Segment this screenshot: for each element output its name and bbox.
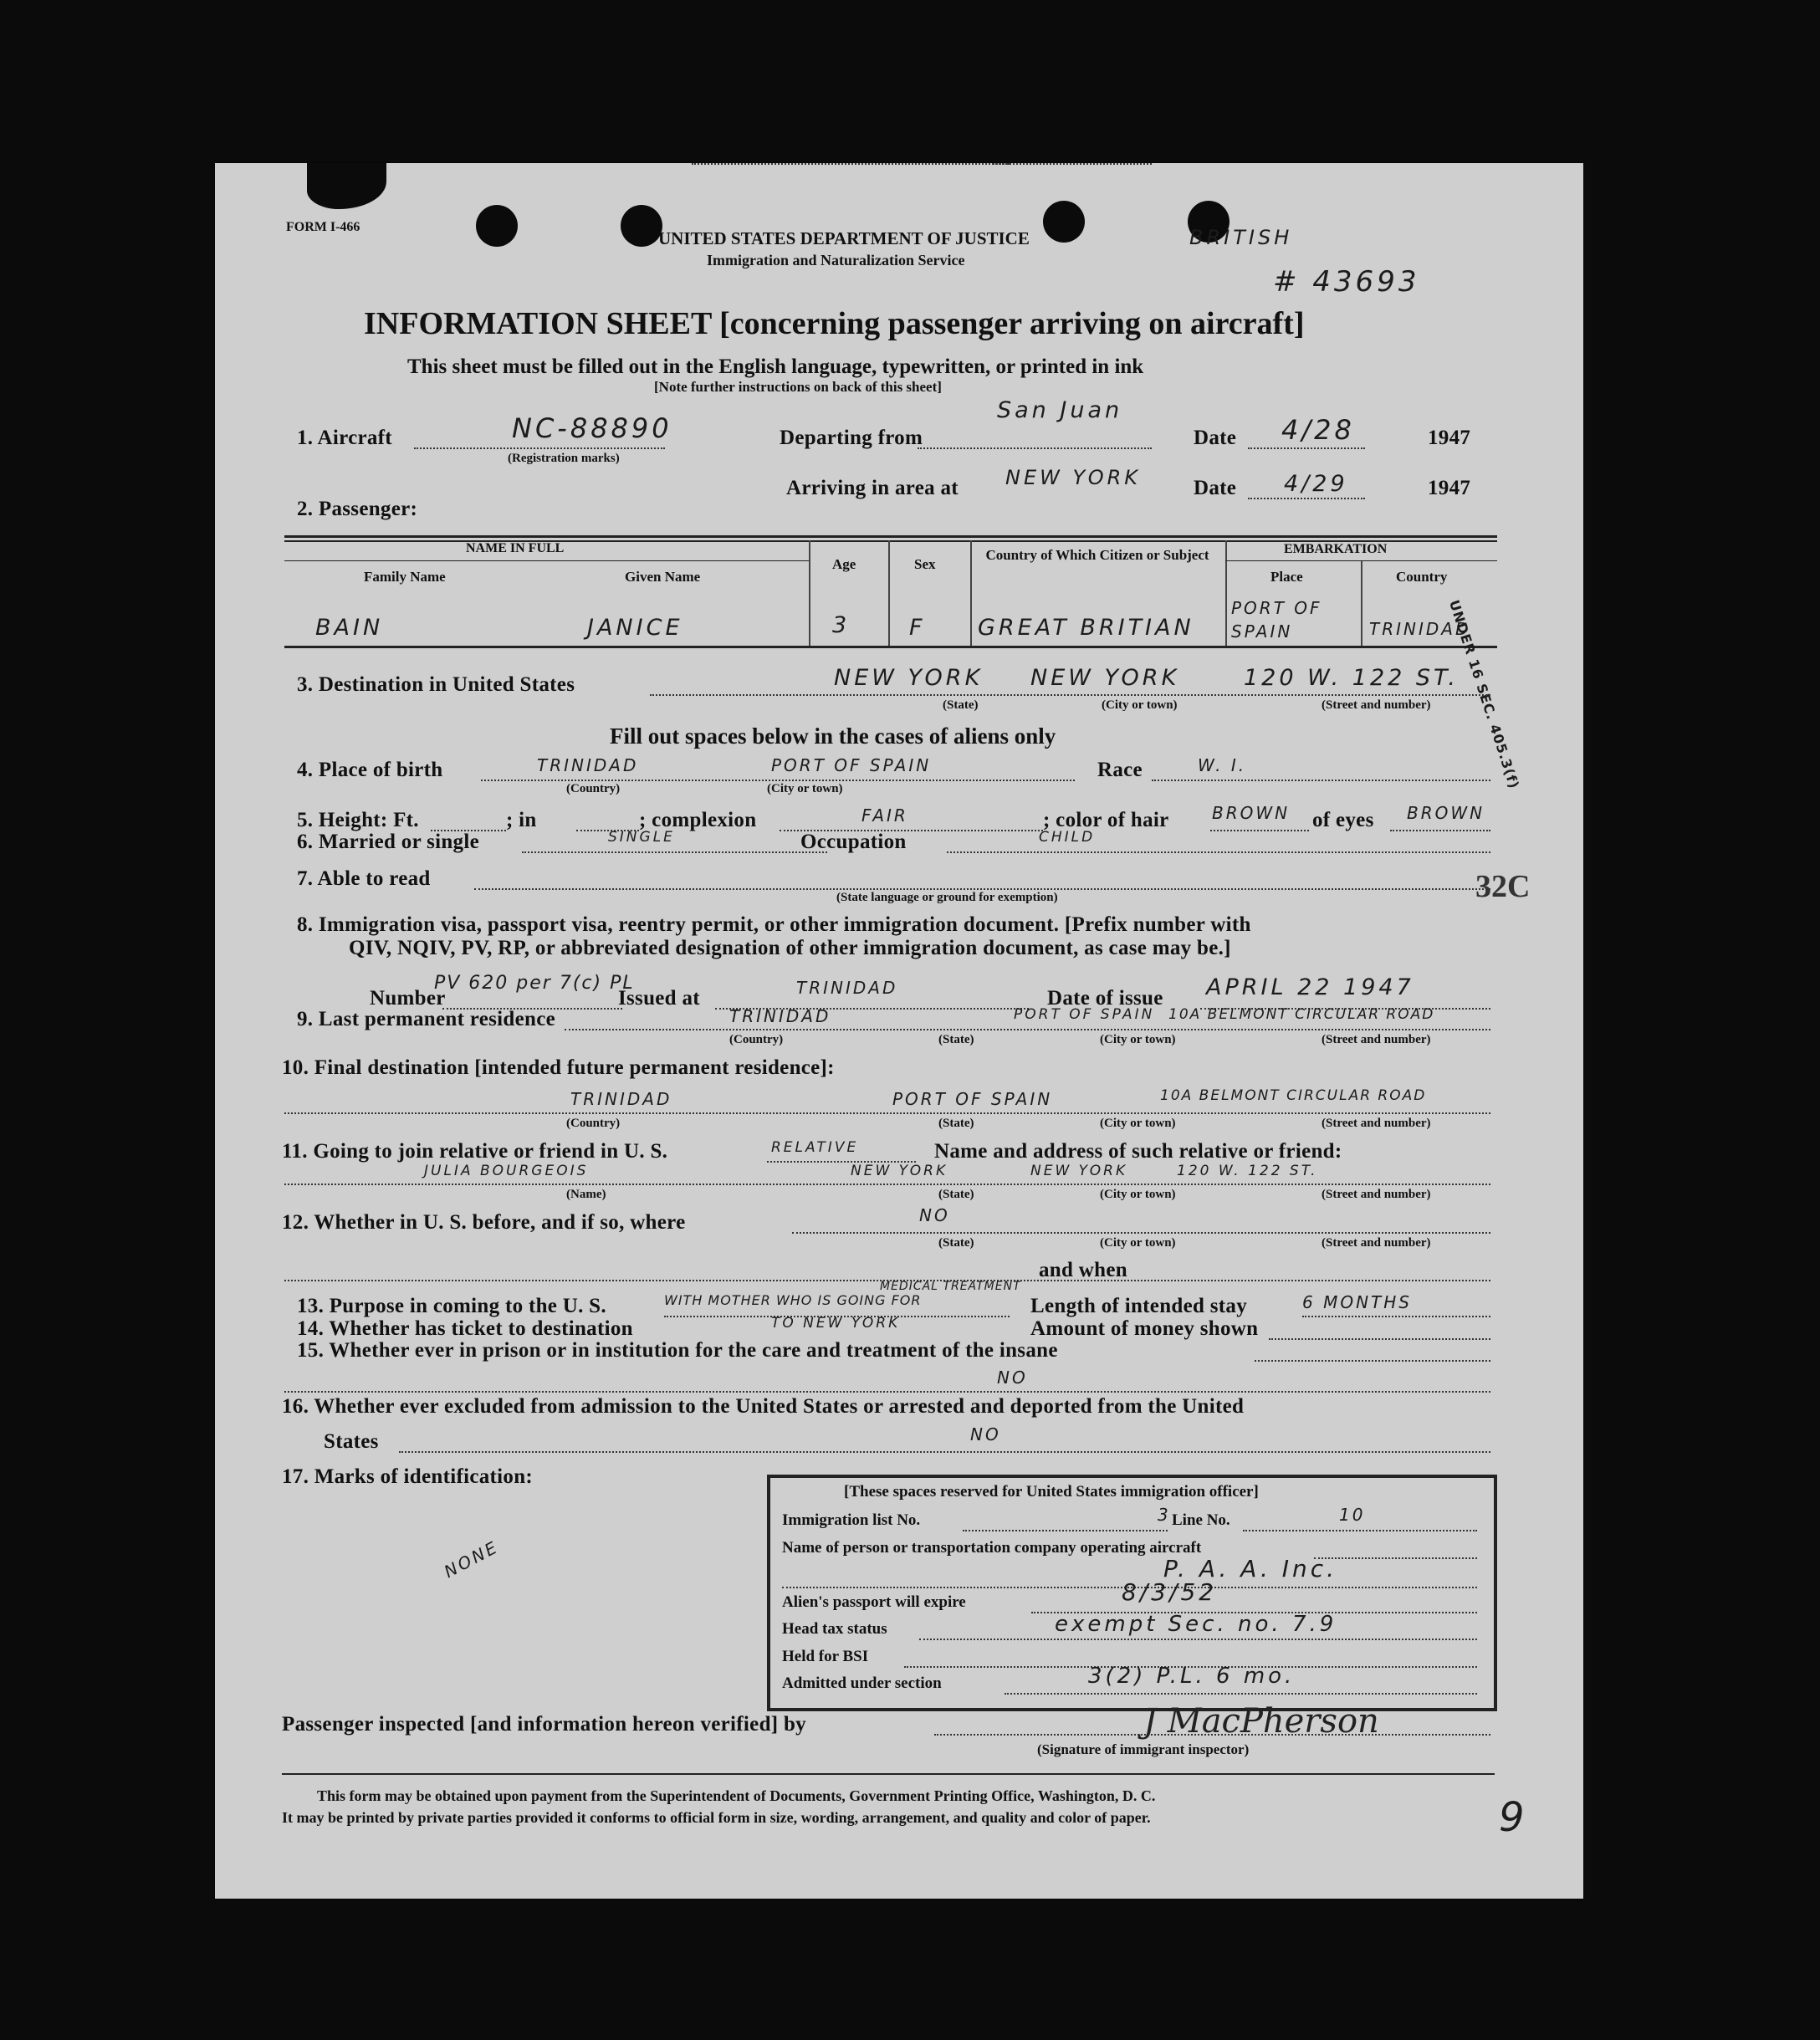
head-tax-label: Head tax status <box>782 1620 887 1638</box>
aircraft-label: 1. Aircraft <box>297 427 392 449</box>
country-header: Country <box>1396 569 1448 585</box>
passenger-label: 2. Passenger: <box>297 498 418 520</box>
arriving-area-value: NEW YORK <box>1005 466 1142 489</box>
destination-state-caption: (State) <box>943 698 979 712</box>
excluded-label-line1: 16. Whether ever excluded from admission to the United States or arrested and deported from the United <box>282 1395 1245 1418</box>
department-name: UNITED STATES DEPARTMENT OF JUSTICE <box>658 228 1030 248</box>
aliens-only-heading: Fill out spaces below in the cases of aliens only <box>610 723 1056 749</box>
departing-date: 4/28 <box>1281 414 1355 446</box>
destination-city-caption: (City or town) <box>1102 698 1178 712</box>
birth-country-caption: (Country) <box>566 782 621 795</box>
visa-label-line1: 8. Immigration visa, passport visa, reentry permit, or other immigration document. [Prefix number with <box>297 913 1251 936</box>
join-state-caption: (State) <box>938 1188 974 1201</box>
inspection-label: Passenger inspected [and information hereon verified] by <box>282 1713 806 1736</box>
final-destination-country: TRINIDAD <box>570 1089 672 1109</box>
visa-number-label: Number <box>370 987 446 1010</box>
final-destination-state-caption: (State) <box>938 1117 974 1130</box>
hair-label: ; color of hair <box>1043 809 1169 831</box>
footer-line2: It may be printed by private parties provided it conforms to official form in size, wording, arrangement, and quality and color of paper. <box>282 1809 1151 1826</box>
join-name: JULIA BOURGEOIS <box>424 1163 589 1179</box>
age-value: 3 <box>832 612 851 638</box>
race-value: W. I. <box>1198 755 1247 775</box>
join-street-caption: (Street and number) <box>1322 1188 1431 1201</box>
company-label: Name of person or transportation company operating aircraft <box>782 1539 1202 1557</box>
join-city: NEW YORK <box>1030 1163 1128 1179</box>
purpose-label: 13. Purpose in coming to the U. S. <box>297 1295 606 1317</box>
departing-label: Departing from <box>780 427 923 449</box>
marks-value: NONE <box>441 1536 503 1582</box>
head-tax-value: exempt Sec. no. 7.9 <box>1055 1612 1337 1637</box>
read-label: 7. Able to read <box>297 867 431 890</box>
punch-hole <box>621 205 662 247</box>
birth-city: PORT OF SPAIN <box>771 755 932 775</box>
form-note: [Note further instructions on back of this sheet] <box>654 379 942 395</box>
before-when-label: and when <box>1039 1259 1127 1281</box>
sex-header: Sex <box>914 556 936 572</box>
file-number: # 43693 <box>1273 265 1420 299</box>
height-in-label: ; in <box>506 809 537 831</box>
join-state: NEW YORK <box>851 1163 948 1179</box>
complexion-label: ; complexion <box>639 809 757 831</box>
last-residence-state-caption: (State) <box>938 1033 974 1046</box>
place-header: Place <box>1270 569 1303 585</box>
ticket-value: TO NEW YORK <box>771 1315 901 1332</box>
page-number: 9 <box>1499 1794 1528 1841</box>
excluded-label-line2: States <box>324 1430 379 1453</box>
purpose-note: MEDICAL TREATMENT <box>880 1280 1021 1293</box>
torn-corner <box>307 163 386 209</box>
arriving-year: 1947 <box>1428 477 1471 499</box>
passport-expire-value: 8/3/52 <box>1122 1578 1218 1606</box>
married-value: SINGLE <box>608 829 675 846</box>
prison-value: NO <box>997 1368 1028 1388</box>
last-residence-country-caption: (Country) <box>729 1033 784 1046</box>
destination-city: NEW YORK <box>1030 665 1180 691</box>
before-value: NO <box>919 1205 950 1225</box>
join-city-caption: (City or town) <box>1100 1188 1176 1201</box>
destination-street: 120 W. 122 ST. <box>1244 665 1459 691</box>
officer-box-heading: [These spaces reserved for United States immigration officer] <box>844 1483 1259 1501</box>
immigration-list-value: 3 <box>1158 1505 1171 1525</box>
hair-value: BROWN <box>1212 803 1291 823</box>
embarkation-place-value: PORT OF SPAIN <box>1231 598 1322 642</box>
admitted-section-value: 3(2) P.L. 6 mo. <box>1088 1664 1296 1689</box>
last-residence-street: 10A BELMONT CIRCULAR ROAD <box>1168 1006 1435 1023</box>
company-value: P. A. A. Inc. <box>1163 1555 1338 1582</box>
arriving-label: Arriving in area at <box>786 477 959 499</box>
punch-hole <box>476 205 518 247</box>
family-name-value: BAIN <box>315 615 384 641</box>
visa-date: APRIL 22 1947 <box>1206 974 1414 1000</box>
visa-issued-label: Issued at <box>618 987 700 1010</box>
immigration-list-label: Immigration list No. <box>782 1511 921 1529</box>
bsi-label: Held for BSI <box>782 1648 869 1665</box>
line-number-label: Line No. <box>1172 1511 1230 1529</box>
final-destination-city-caption: (City or town) <box>1100 1117 1176 1130</box>
destination-label: 3. Destination in United States <box>297 673 575 696</box>
last-residence-label: 9. Last permanent residence <box>297 1008 555 1030</box>
destination-state: NEW YORK <box>834 665 984 691</box>
service-name: Immigration and Naturalization Service <box>707 252 965 268</box>
birth-city-caption: (City or town) <box>767 782 843 795</box>
read-caption: (State language or ground for exemption) <box>836 891 1058 904</box>
registration-caption: (Registration marks) <box>508 452 620 465</box>
visa-date-label: Date of issue <box>1047 987 1163 1010</box>
final-destination-country-caption: (Country) <box>566 1117 621 1130</box>
race-label: Race <box>1097 759 1143 781</box>
departing-date-label: Date <box>1194 427 1237 449</box>
prison-label: 15. Whether ever in prison or in institution for the care and treatment of the insane <box>297 1339 1058 1362</box>
given-name-value: JANICE <box>587 615 683 641</box>
family-name-header: Family Name <box>364 569 446 585</box>
before-state-caption: (State) <box>938 1236 974 1250</box>
before-label: 12. Whether in U. S. before, and if so, where <box>282 1211 686 1234</box>
join-name-caption: (Name) <box>566 1188 606 1201</box>
occupation-value: CHILD <box>1039 829 1096 846</box>
aircraft-registration: NC-88890 <box>512 412 672 444</box>
final-destination-street-caption: (Street and number) <box>1322 1117 1431 1130</box>
last-residence-country: TRINIDAD <box>729 1006 831 1026</box>
embarkation-country-value: TRINIDAD <box>1369 619 1471 639</box>
money-label: Amount of money shown <box>1030 1317 1259 1340</box>
arriving-date-label: Date <box>1194 477 1237 499</box>
visa-label-line2: QIV, NQIV, PV, RP, or abbreviated designation of other immigration document, as case may be.] <box>349 937 1231 959</box>
final-destination-city: PORT OF SPAIN <box>892 1089 1053 1109</box>
complexion-value: FAIR <box>861 805 908 826</box>
last-residence-city: PORT OF SPAIN <box>1014 1006 1155 1023</box>
signature-caption: (Signature of immigrant inspector) <box>1037 1741 1250 1757</box>
join-name-address-label: Name and address of such relative or friend: <box>934 1140 1342 1163</box>
officer-reserved-box <box>767 1475 1497 1711</box>
admitted-section-label: Admitted under section <box>782 1674 942 1692</box>
form-number: FORM I-466 <box>286 220 360 234</box>
join-label: 11. Going to join relative or friend in U. S. <box>282 1140 668 1163</box>
final-destination-street: 10A BELMONT CIRCULAR ROAD <box>1160 1087 1427 1104</box>
join-value: RELATIVE <box>771 1139 859 1156</box>
visa-issued: TRINIDAD <box>796 978 898 998</box>
stay-label: Length of intended stay <box>1030 1295 1248 1317</box>
birth-country: TRINIDAD <box>537 755 639 775</box>
arriving-date: 4/29 <box>1284 471 1348 497</box>
passport-expire-label: Alien's passport will expire <box>782 1593 966 1611</box>
last-residence-city-caption: (City or town) <box>1100 1033 1176 1046</box>
before-street-caption: (Street and number) <box>1322 1236 1431 1250</box>
visa-number: PV 620 per 7(c) PL <box>434 973 635 994</box>
age-header: Age <box>832 556 856 572</box>
given-name-header: Given Name <box>625 569 701 585</box>
married-label: 6. Married or single <box>297 831 479 853</box>
form-title: INFORMATION SHEET [concerning passenger arriving on aircraft] <box>364 306 1305 341</box>
nationality-annotation: BRITISH <box>1189 226 1293 249</box>
country-citizen-value: GREAT BRITIAN <box>978 615 1194 641</box>
purpose-value: WITH MOTHER WHO IS GOING FOR <box>664 1292 922 1308</box>
final-destination-label: 10. Final destination [intended future permanent residence]: <box>282 1056 835 1079</box>
join-street: 120 W. 122 ST. <box>1177 1163 1318 1179</box>
height-label: 5. Height: Ft. <box>297 809 419 831</box>
destination-street-caption: (Street and number) <box>1322 698 1431 712</box>
birth-label: 4. Place of birth <box>297 759 443 781</box>
margin-code: 32C <box>1475 869 1531 904</box>
sex-value: F <box>909 615 926 641</box>
departing-year: 1947 <box>1428 427 1471 449</box>
eyes-value: BROWN <box>1407 803 1485 823</box>
form-sheet <box>215 163 1583 1899</box>
form-instructions: This sheet must be filled out in the English language, typewritten, or printed in ink <box>407 355 1144 378</box>
eyes-label: of eyes <box>1312 809 1374 831</box>
marks-label: 17. Marks of identification: <box>282 1465 534 1488</box>
punch-hole <box>1043 201 1085 243</box>
under-16-note: UNDER 16 SEC. 405.3(f) <box>1445 598 1523 791</box>
ticket-label: 14. Whether has ticket to destination <box>297 1317 633 1340</box>
last-residence-street-caption: (Street and number) <box>1322 1033 1431 1046</box>
inspector-signature: J MacPherson <box>1143 1702 1379 1741</box>
stay-value: 6 MONTHS <box>1302 1292 1412 1312</box>
occupation-label: Occupation <box>800 831 907 853</box>
departing-from-value: San Juan <box>997 397 1123 423</box>
line-number-value: 10 <box>1339 1505 1366 1525</box>
excluded-value: NO <box>970 1424 1001 1444</box>
name-in-full-header: NAME IN FULL <box>466 541 565 555</box>
before-city-caption: (City or town) <box>1100 1236 1176 1250</box>
embarkation-header: EMBARKATION <box>1284 542 1388 556</box>
footer-line1: This form may be obtained upon payment from the Superintendent of Documents, Government Printing Office, Washington, D. C. <box>317 1787 1156 1804</box>
country-citizen-header: Country of Which Citizen or Subject <box>985 547 1209 563</box>
